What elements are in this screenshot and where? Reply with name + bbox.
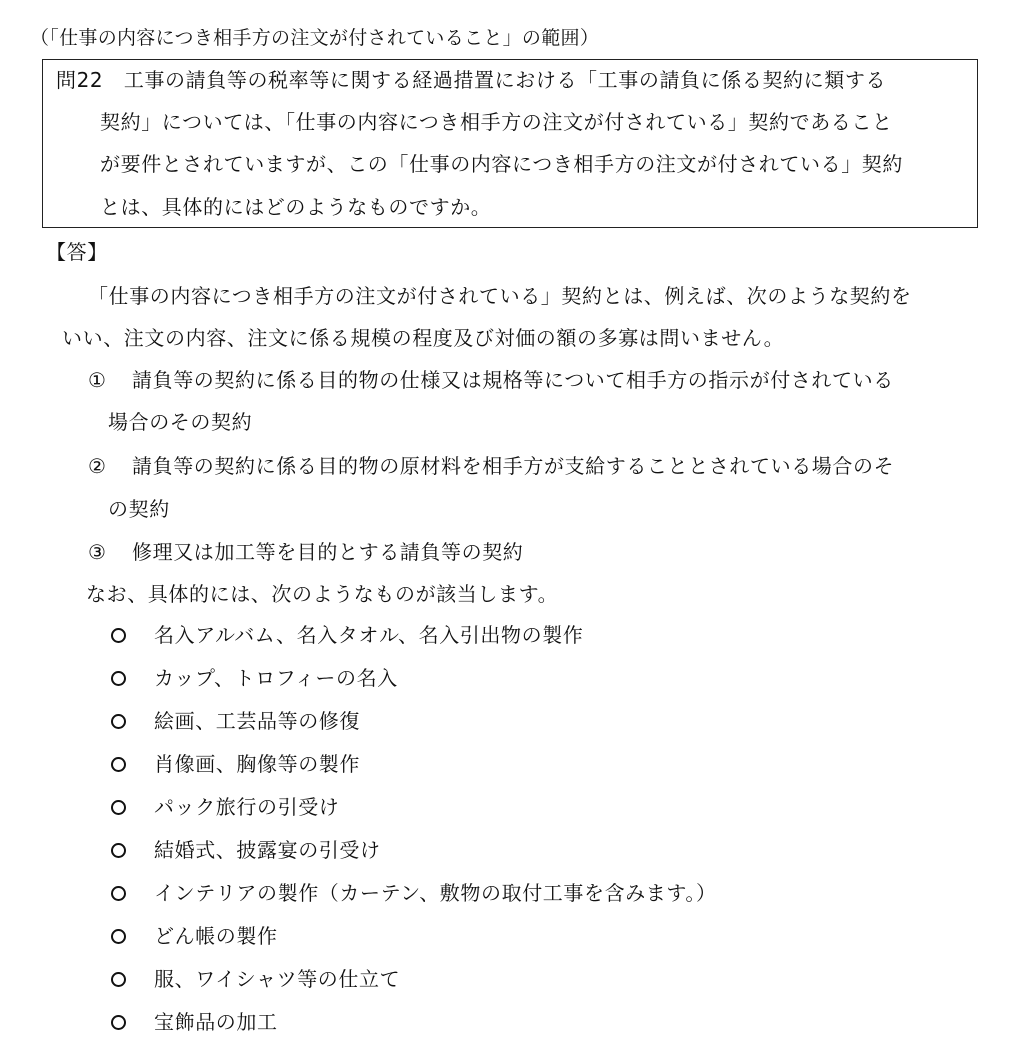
question-line-4: とは、具体的にはどのようなものですか。 (100, 195, 492, 219)
example-item: 結婚式、披露宴の引受け (154, 838, 381, 862)
answer-intro-line-1: 「仕事の内容につき相手方の注文が付されている」契約とは、例えば、次のような契約を (88, 284, 912, 308)
item-1-line-2: 場合のその契約 (108, 410, 253, 434)
example-item: パック旅行の引受け (154, 795, 340, 819)
circle-bullet-icon (111, 886, 126, 901)
item-3-line-1: 修理又は加工等を目的とする請負等の契約 (132, 540, 524, 564)
example-item: 絵画、工芸品等の修復 (154, 709, 360, 733)
item-2-line-1: 請負等の契約に係る目的物の原材料を相手方が支給することとされている場合のそ (132, 454, 895, 478)
answer-label: 【答】 (46, 240, 108, 264)
example-item: 服、ワイシャツ等の仕立て (154, 967, 401, 991)
circle-bullet-icon (111, 757, 126, 772)
circle-bullet-icon (111, 929, 126, 944)
circle-bullet-icon (111, 1015, 126, 1030)
question-line-3: が要件とされていますが、この「仕事の内容につき相手方の注文が付されている」契約 (100, 152, 903, 176)
example-item: 宝飾品の加工 (154, 1010, 278, 1034)
item-number-1: ① (88, 368, 106, 392)
circle-bullet-icon (111, 843, 126, 858)
section-heading: （「仕事の内容につき相手方の注文が付されていること」の範囲） (30, 27, 600, 49)
item-number-2: ② (88, 454, 106, 478)
circle-bullet-icon (111, 628, 126, 643)
item-number-3: ③ (88, 540, 106, 564)
answer-intro-line-2: いい、注文の内容、注文に係る規模の程度及び対価の額の多寡は問いません。 (62, 326, 785, 350)
example-item: インテリアの製作（カーテン、敷物の取付工事を含みます。） (154, 881, 717, 905)
item-1-line-1: 請負等の契約に係る目的物の仕様又は規格等について相手方の指示が付されている (132, 368, 894, 392)
example-item: カップ、トロフィーの名入 (154, 666, 398, 690)
example-item: どん帳の製作 (154, 924, 278, 948)
example-item: 名入アルバム、名入タオル、名入引出物の製作 (154, 623, 584, 647)
question-line-1: 問22 工事の請負等の税率等に関する経過措置における「工事の請負に係る契約に類する (56, 68, 887, 92)
circle-bullet-icon (111, 972, 126, 987)
circle-bullet-icon (111, 671, 126, 686)
examples-intro: なお、具体的には、次のようなものが該当します。 (86, 582, 559, 606)
circle-bullet-icon (111, 714, 126, 729)
question-line-2: 契約」については、「仕事の内容につき相手方の注文が付されている」契約であること (100, 110, 893, 134)
circle-bullet-icon (111, 800, 126, 815)
item-2-line-2: の契約 (108, 497, 170, 521)
example-item: 肖像画、胸像等の製作 (154, 752, 360, 776)
